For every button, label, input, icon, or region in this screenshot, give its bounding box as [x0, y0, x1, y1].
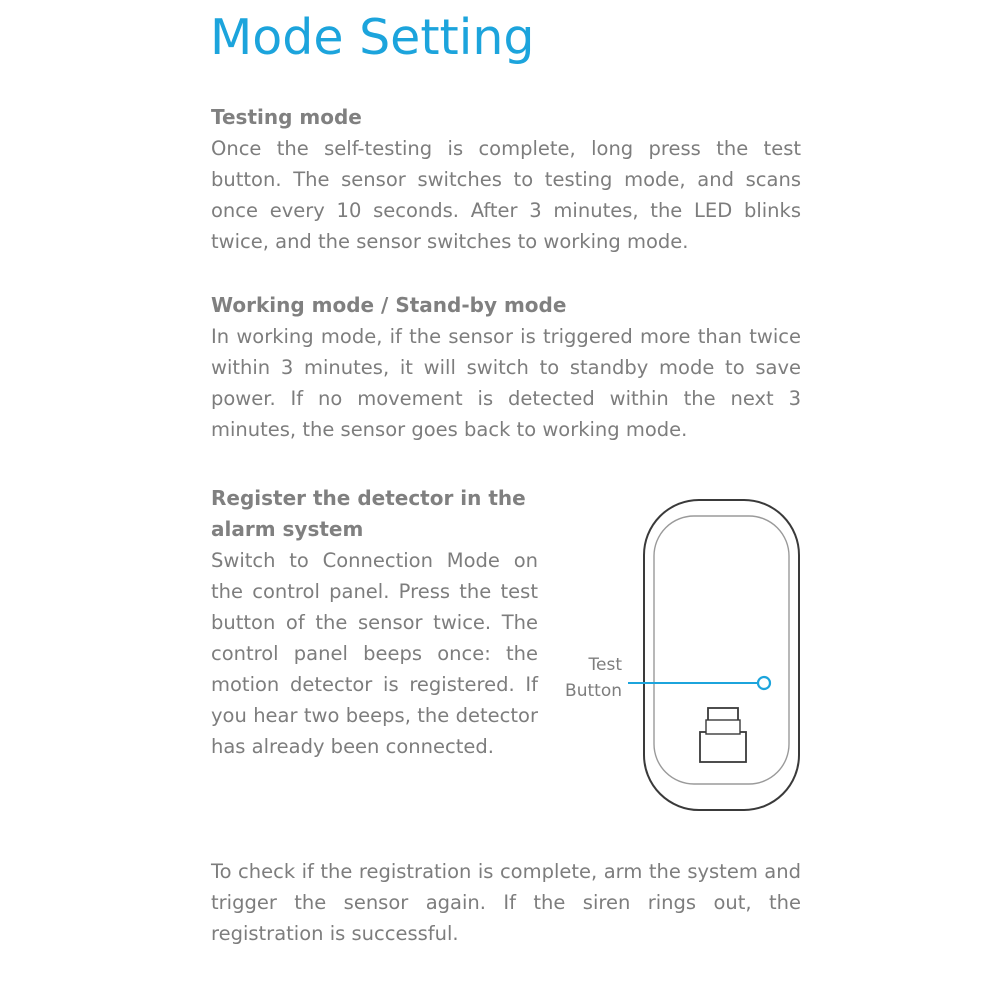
section-heading: Testing mode [211, 105, 362, 129]
section-testing-mode [211, 102, 801, 257]
section-register-detector [211, 483, 538, 762]
section-body: In working mode, if the sensor is triggered more than twice within 3 minutes, it will switch to standby mode to save power. If no movement is detected within the next 3 minutes, the sensor goes back to working mode. [211, 325, 801, 441]
section-body: Switch to Connection Mode on the control panel. Press the test button of the sensor twice. The control panel beeps once: the motion detector is registered. If you hear two beeps, the detector has already been connected. [211, 549, 538, 758]
callout-label-line2: Button [565, 681, 622, 701]
section-body: To check if the registration is complete, arm the system and trigger the sensor again. If the siren rings out, the registration is successful. [211, 860, 801, 945]
section-working-mode [211, 290, 801, 445]
callout-label [560, 652, 622, 704]
sensor-device-illustration [620, 490, 820, 820]
callout-label-line1: Test [588, 655, 622, 675]
page-title: Mode Setting [210, 9, 535, 66]
section-heading: Register the detector in the alarm system [211, 486, 526, 541]
section-heading: Working mode / Stand-by mode [211, 293, 567, 317]
section-check-registration [211, 856, 801, 949]
test-button-icon [758, 677, 770, 689]
section-body: Once the self-testing is complete, long press the test button. The sensor switches to testing mode, and scans once every 10 seconds. After 3 minutes, the LED blinks twice, and the sensor switches to working mode. [211, 137, 801, 253]
